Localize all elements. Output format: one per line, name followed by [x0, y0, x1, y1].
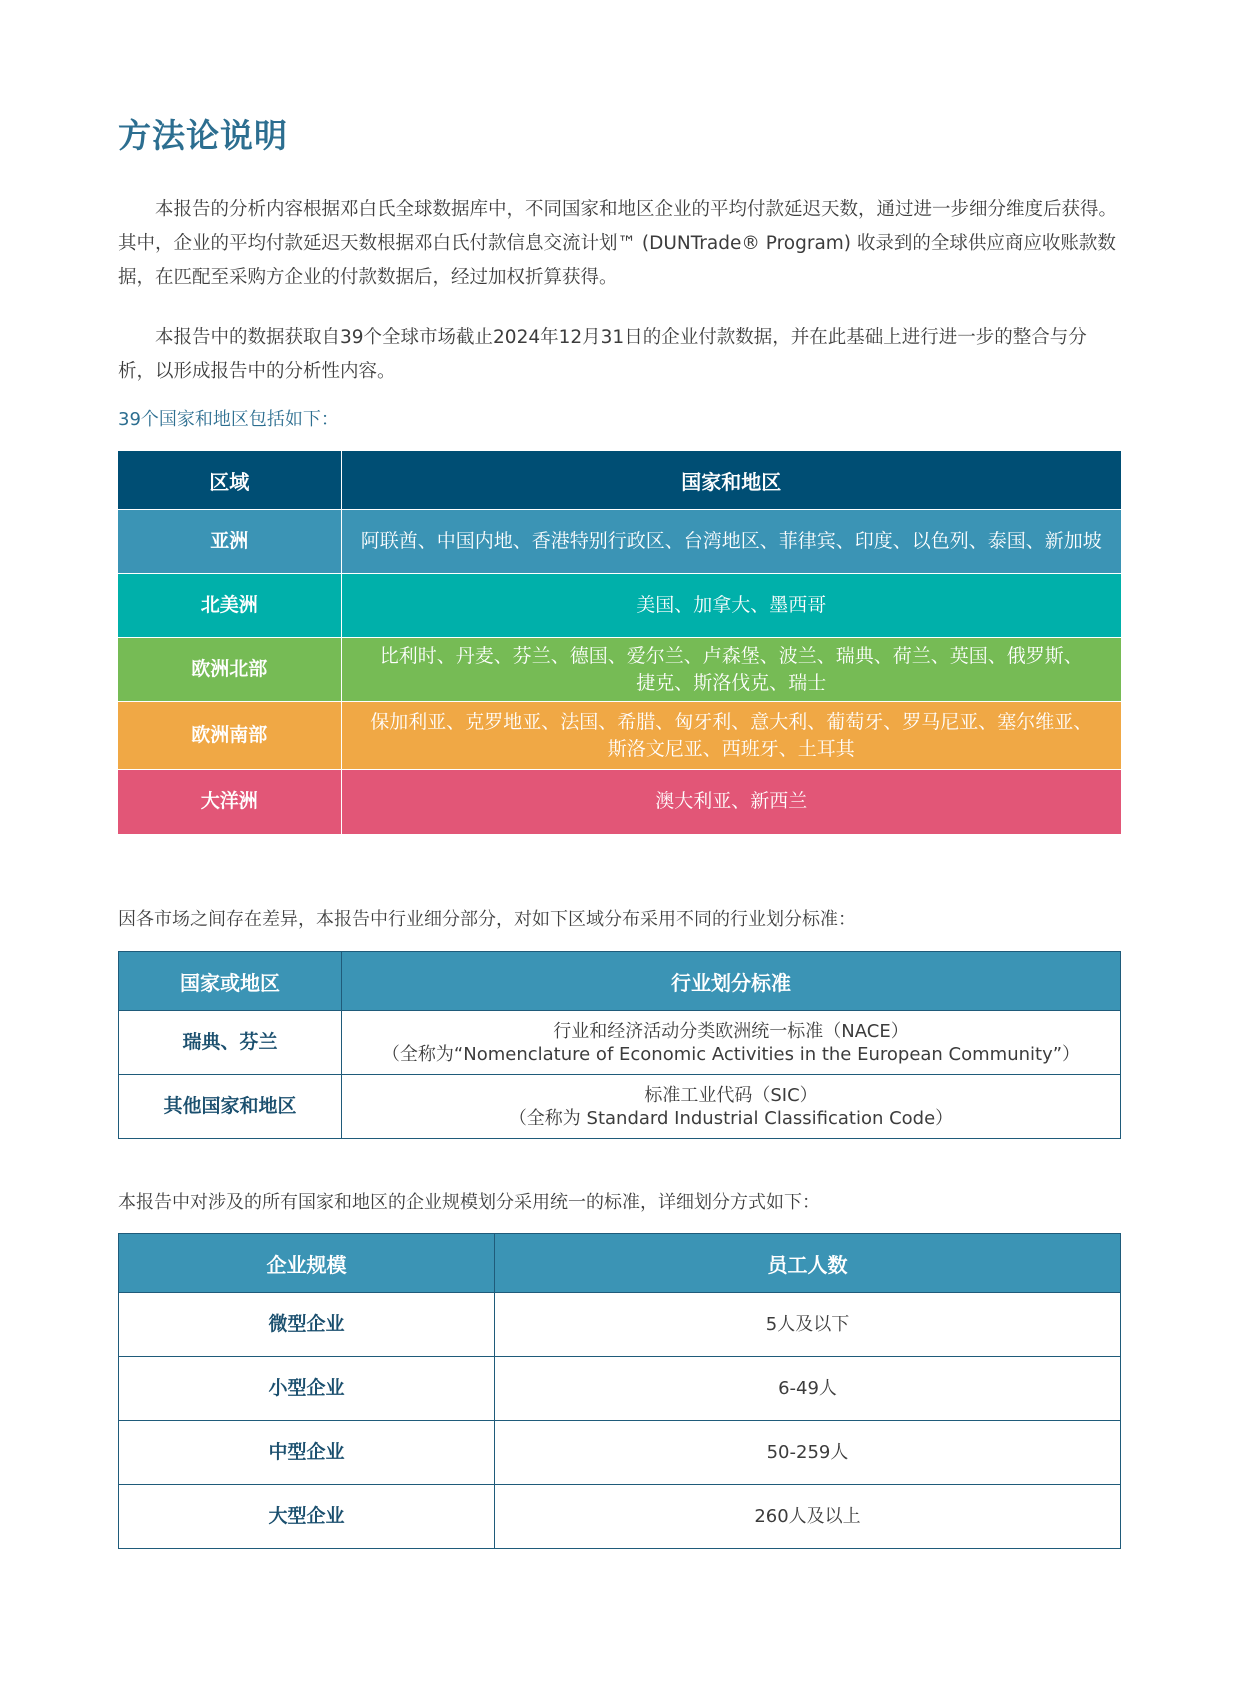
region-name: 欧洲北部 [118, 638, 341, 702]
header-area: 国家或地区 [119, 952, 342, 1011]
countries-line: 捷克、斯洛伐克、瑞士 [636, 671, 827, 694]
page-title: 方法论说明 [118, 116, 288, 155]
regions-header-row [118, 451, 1121, 510]
regions-intro: 39个国家和地区包括如下： [118, 409, 339, 430]
size-table [118, 1233, 1121, 1549]
industry-header-row [119, 952, 1121, 1011]
countries-line: 阿联酋、中国内地、香港特别行政区、台湾地区、菲律宾、印度、以色列、泰国、新加坡 [360, 530, 1102, 552]
regions-table [118, 451, 1121, 834]
countries-line: 保加利亚、克罗地亚、法国、希腊、匈牙利、意大利、葡萄牙、罗马尼亚、塞尔维亚、 [370, 710, 1093, 733]
size-header-row [119, 1234, 1121, 1293]
header-size: 企业规模 [119, 1234, 495, 1293]
industry-standard [342, 1075, 1121, 1139]
employee-count: 260人及以上 [495, 1485, 1121, 1549]
size-row [119, 1421, 1121, 1485]
employee-count: 5人及以下 [495, 1293, 1121, 1357]
region-name: 亚洲 [118, 510, 341, 574]
countries-line: 比利时、丹麦、芬兰、德国、爱尔兰、卢森堡、波兰、瑞典、荷兰、英国、俄罗斯、 [379, 644, 1083, 667]
intro-paragraph-2: 本报告中的数据获取自39个全球市场截止2024年12月31日的企业付款数据，并在此基础上进行进一步的整合与分析，以形成报告中的分析性内容。 [118, 327, 1087, 382]
region-row-asia [118, 510, 1121, 574]
region-name: 欧洲南部 [118, 702, 341, 770]
countries-line: 美国、加拿大、墨西哥 [636, 594, 827, 616]
size-label: 大型企业 [119, 1485, 495, 1549]
size-label: 小型企业 [119, 1357, 495, 1421]
region-row-south-europe [118, 702, 1121, 770]
industry-intro: 因各市场之间存在差异，本报告中行业细分部分，对如下区域分布采用不同的行业划分标准： [118, 909, 856, 930]
industry-table [118, 951, 1121, 1139]
industry-row [119, 1011, 1121, 1075]
region-countries [341, 574, 1121, 638]
size-row [119, 1293, 1121, 1357]
industry-area: 其他国家和地区 [119, 1075, 342, 1139]
region-countries [341, 638, 1121, 702]
region-countries [341, 510, 1121, 574]
intro-paragraph-1: 本报告的分析内容根据邓白氏全球数据库中，不同国家和地区企业的平均付款延迟天数，通过进一步细分维度后获得。其中，企业的平均付款延迟天数根据邓白氏付款信息交流计划™ (DUNTrade® Program) 收录到的全球供应商应收账款数据，在匹配至采购方企业的付款数据后，经过加权折算获得。 [118, 199, 1118, 288]
standard-line: 标准工业代码（SIC） [644, 1084, 818, 1106]
size-row [119, 1357, 1121, 1421]
countries-line: 澳大利亚、新西兰 [655, 790, 808, 813]
region-row-oceania [118, 770, 1121, 834]
employee-count: 6-49人 [495, 1357, 1121, 1421]
header-standard: 行业划分标准 [342, 952, 1121, 1011]
countries-line: 斯洛文尼亚、西班牙、土耳其 [607, 737, 855, 760]
region-countries [341, 702, 1121, 770]
header-region: 区域 [118, 451, 341, 510]
size-row [119, 1485, 1121, 1549]
standard-line: （全称为“Nomenclature of Economic Activities in the European Community”） [381, 1043, 1081, 1065]
standard-line: 行业和经济活动分类欧洲统一标准（NACE） [553, 1020, 909, 1042]
size-label: 中型企业 [119, 1421, 495, 1485]
industry-row [119, 1075, 1121, 1139]
industry-area: 瑞典、芬兰 [119, 1011, 342, 1075]
region-row-north-america [118, 574, 1121, 638]
region-countries [341, 770, 1121, 834]
standard-line: （全称为 Standard Industrial Classification Code） [508, 1107, 954, 1129]
employee-count: 50-259人 [495, 1421, 1121, 1485]
header-countries: 国家和地区 [341, 451, 1121, 510]
region-row-north-europe [118, 638, 1121, 702]
region-name: 大洋洲 [118, 770, 341, 834]
region-name: 北美洲 [118, 574, 341, 638]
industry-standard [342, 1011, 1121, 1075]
size-label: 微型企业 [119, 1293, 495, 1357]
size-intro: 本报告中对涉及的所有国家和地区的企业规模划分采用统一的标准，详细划分方式如下： [118, 1192, 820, 1213]
header-employees: 员工人数 [495, 1234, 1121, 1293]
